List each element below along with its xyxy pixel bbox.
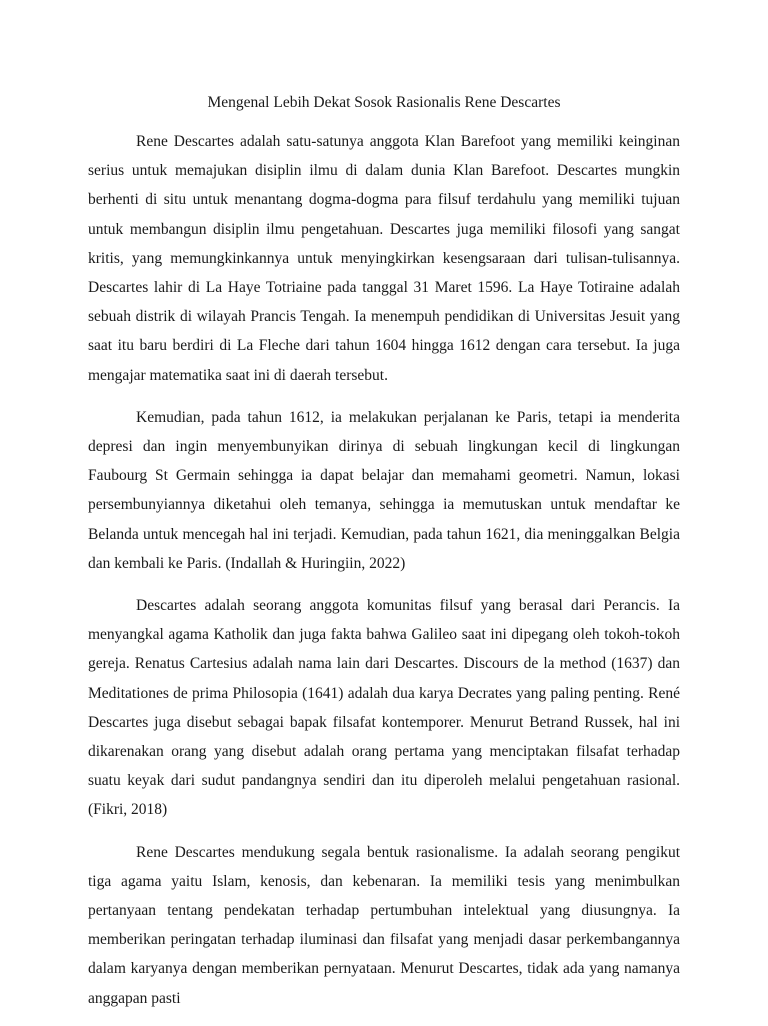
paragraph-1: Rene Descartes adalah satu-satunya anggota Klan Barefoot yang memiliki keinginan serius untuk memajukan disiplin ilmu di dalam dunia Klan Barefoot. Descartes mungkin berhenti di situ untuk menantang dogma-dogma para filsuf terdahulu yang memiliki tujuan untuk membangun disiplin ilmu pengetahuan. Descartes juga memiliki filosofi yang sangat kritis, yang memungkinkannya untuk menyingkirkan kesengsaraan dari tulisan-tulisannya. Descartes lahir di La Haye Totriaine pada tanggal 31 Maret 1596. La Haye Totiraine adalah sebuah distrik di wilayah Prancis Tengah. Ia menempuh pendidikan di Universitas Jesuit yang saat itu baru berdiri di La Fleche dari tahun 1604 hingga 1612 dengan cara tersebut. Ia juga mengajar matematika saat ini di daerah tersebut. xyxy=(88,133,680,384)
paragraph-3: Descartes adalah seorang anggota komunitas filsuf yang berasal dari Perancis. Ia menyangkal agama Katholik dan juga fakta bahwa Galileo saat ini dipegang oleh tokoh-tokoh gereja. Renatus Cartesius adalah nama lain dari Descartes. Discours de la method (1637) dan Meditationes de prima Philosopia (1641) adalah dua karya Decrates yang paling penting. René Descartes juga disebut sebagai bapak filsafat kontemporer. Menurut Betrand Russek, hal ini dikarenakan orang yang disebut adalah orang pertama yang menciptakan filsafat terhadap suatu keyak dari sudut pandangnya sendiri dan itu diperoleh melalui pengetahuan rasional. (Fikri, 2018) xyxy=(88,597,680,819)
document-body xyxy=(88,127,680,1026)
paragraph-2: Kemudian, pada tahun 1612, ia melakukan perjalanan ke Paris, tetapi ia menderita depresi dan ingin menyembunyikan dirinya di sebuah lingkungan kecil di lingkungan Faubourg St Germain sehingga ia dapat belajar dan memahami geometri. Namun, lokasi persembunyiannya diketahui oleh temanya, sehingga ia memutuskan untuk mendaftar ke Belanda untuk mencegah hal ini terjadi. Kemudian, pada tahun 1621, dia meninggalkan Belgia dan kembali ke Paris. (Indallah & Huringiin, 2022) xyxy=(88,408,680,572)
paragraph-4: Rene Descartes mendukung segala bentuk rasionalisme. Ia adalah seorang pengikut tiga agama yaitu Islam, kenosis, dan kebenaran. Ia memiliki tesis yang menimbulkan pertanyaan tentang pendekatan terhadap pertumbuhan intelektual yang diusungnya. Ia memberikan peringatan terhadap iluminasi dan filsafat yang menjadi dasar perkembangannya dalam karyanya dengan memberikan pernyataan. Menurut Descartes, tidak ada yang namanya anggapan pasti xyxy=(88,843,680,1007)
document-title: Mengenal Lebih Dekat Sosok Rasionalis Rene Descartes xyxy=(207,94,561,111)
